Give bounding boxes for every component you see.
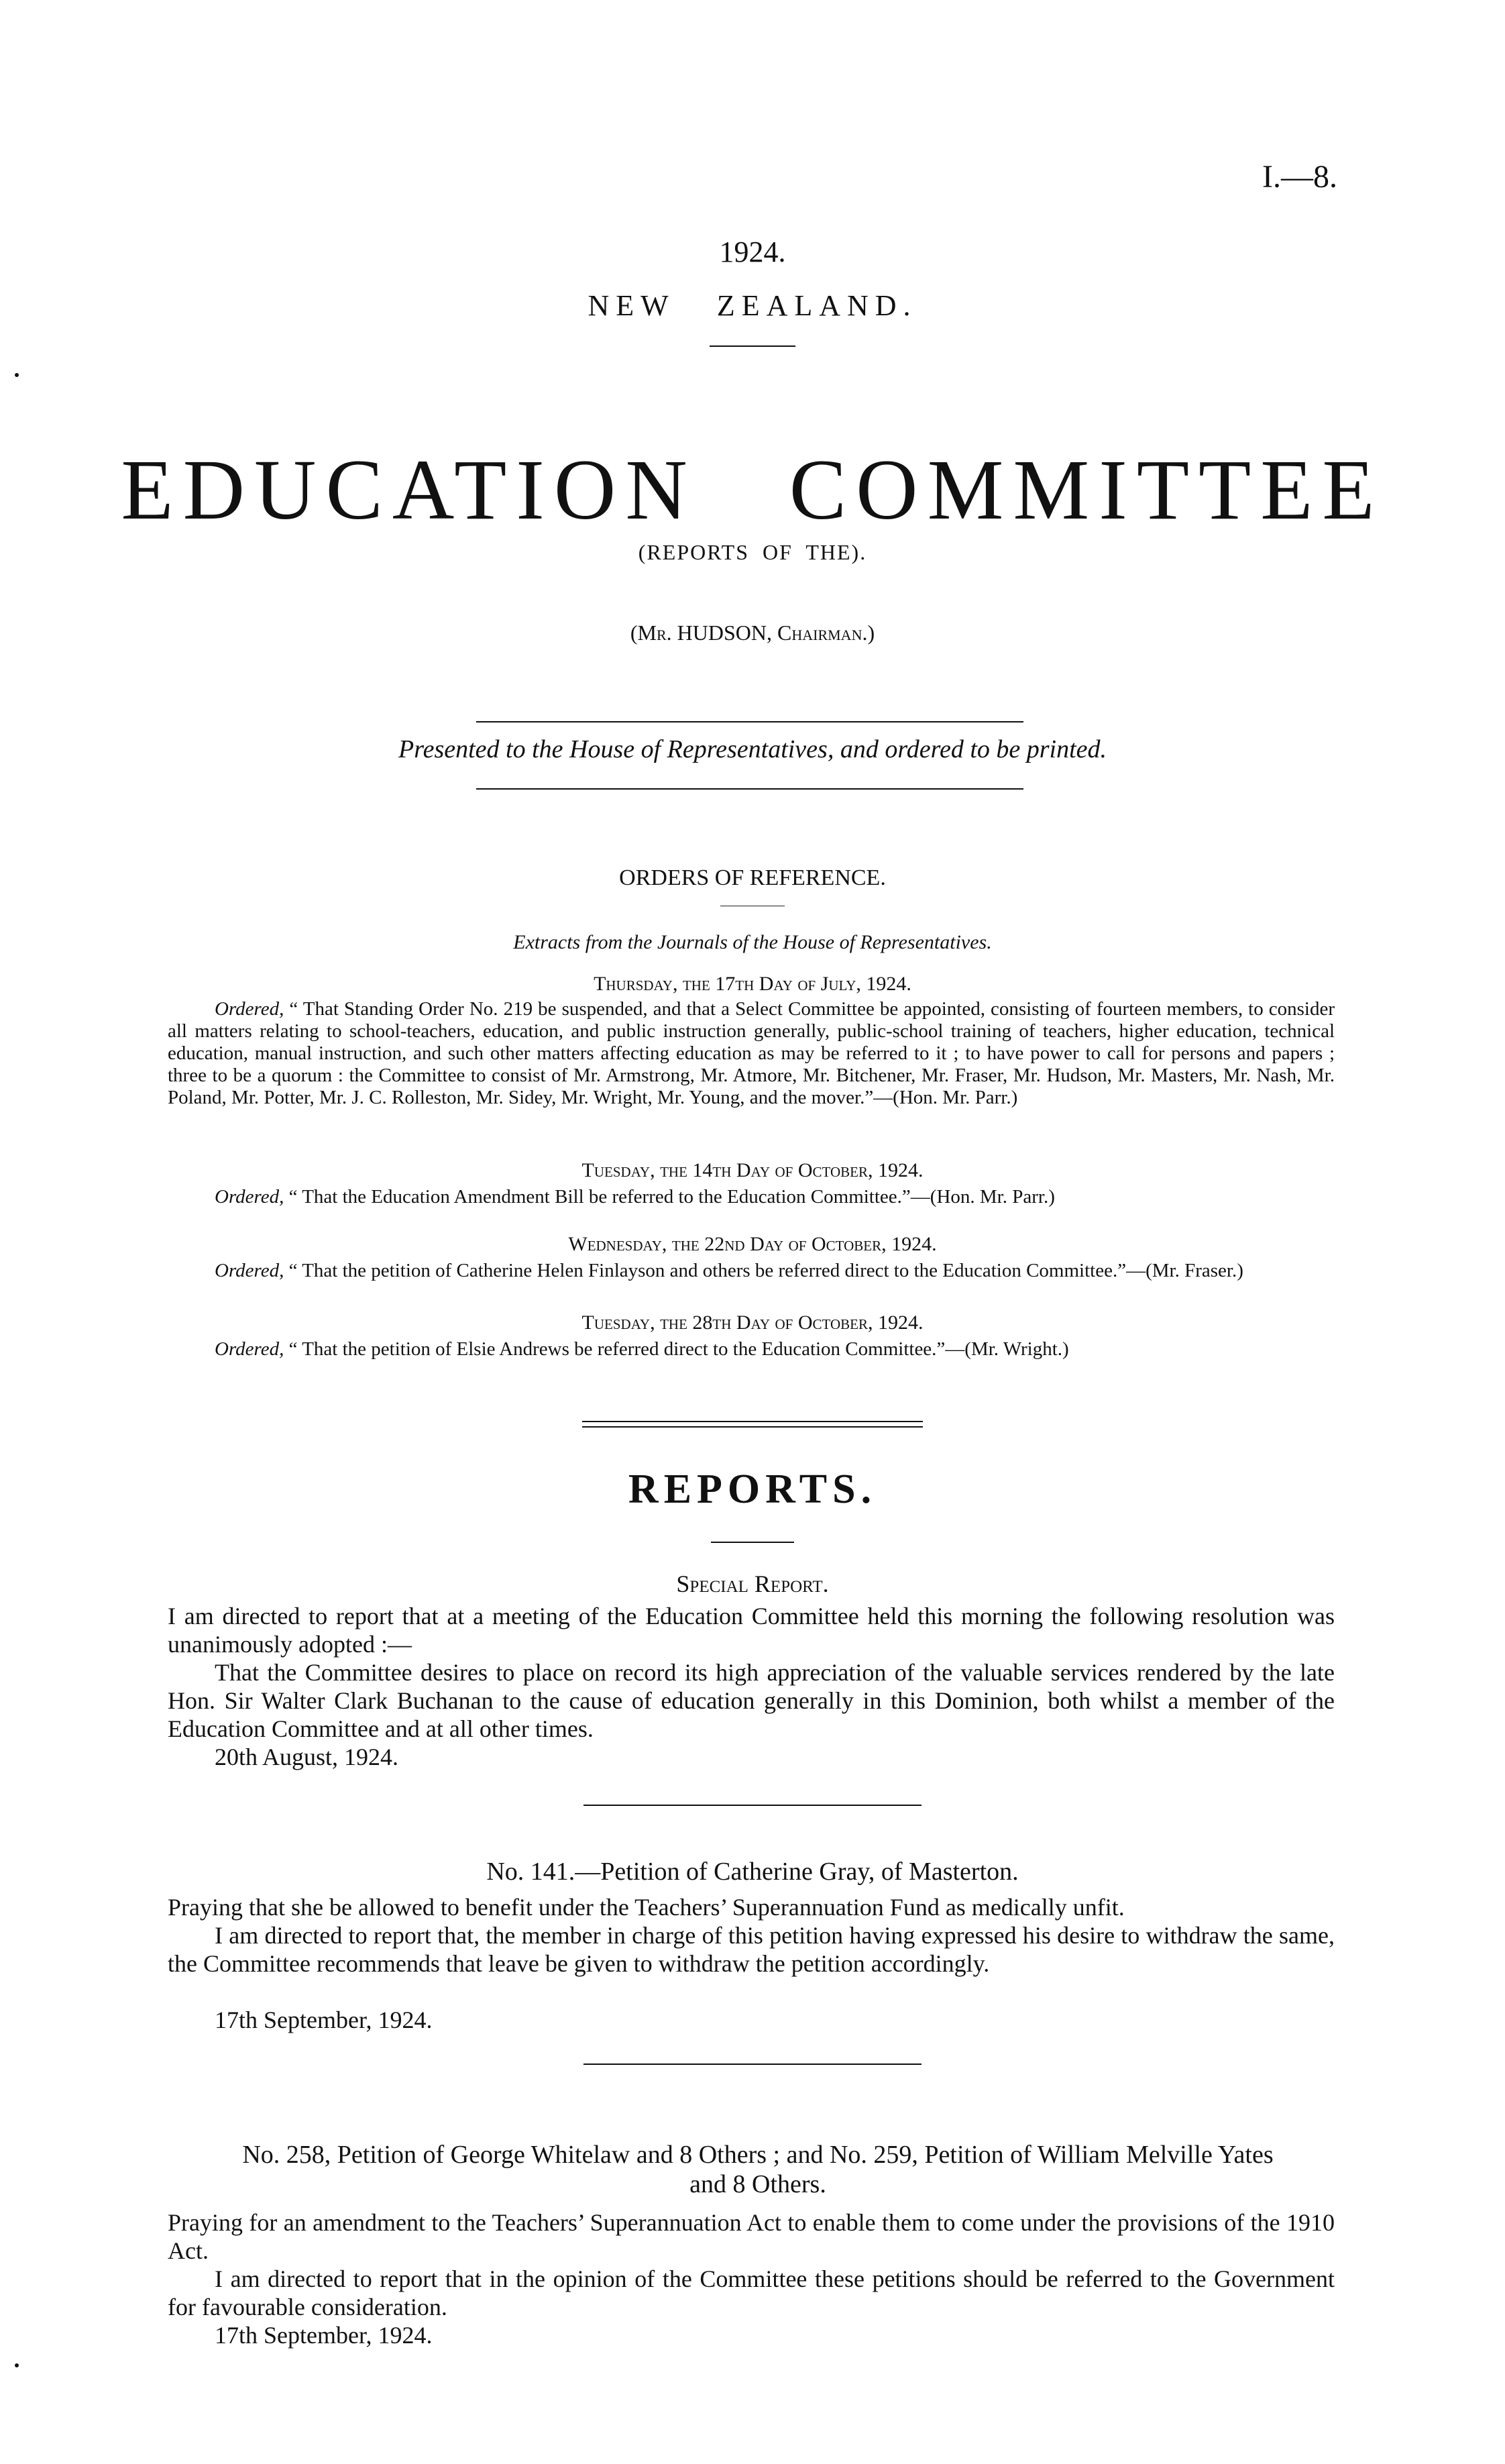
order-date: Wednesday, the 22nd Day of October, 1924. [568, 1233, 937, 1255]
margin-mark-bottom [15, 2363, 19, 2367]
year: 1924. [719, 235, 786, 268]
order-date: Tuesday, the 14th Day of October, 1924. [581, 1159, 924, 1181]
petition-141-report: I am directed to report that, the member in charge of this petition having expressed his desire to withdraw the same, the Committee recommends that leave be given to withdraw the petition accordingly. [168, 1922, 1335, 1977]
order-date: Thursday, the 17th Day of July, 1924. [594, 973, 911, 995]
special-report-resolution: That the Committee desires to place on record its high appreciation of the valuable services rendered by the late Hon. Sir Walter Clark Buchanan to the cause of education generally in this Dominion, both whilst a member of the Education Committee and at all other times. [168, 1659, 1335, 1742]
divider [476, 721, 1023, 722]
order-body: “ That the petition of Elsie Andrews be referred direct to the Education Committee.”—(Mr. Wright.) [284, 1338, 1069, 1360]
divider [710, 345, 795, 347]
double-divider [582, 1426, 923, 1428]
margin-mark [15, 373, 19, 377]
petition-258-report: I am directed to report that in the opinion of the Committee these petitions should be referred to the Government for favourable consideration. [168, 2265, 1335, 2320]
country-name: NEW ZEALAND. [588, 289, 917, 322]
report-date: 20th August, 1924. [215, 1744, 399, 1770]
presented-line: Presented to the House of Representatives, and ordered to be printed. [398, 735, 1107, 763]
petition-141-heading: No. 141.—Petition of Catherine Gray, of Masterton. [486, 1858, 1019, 1886]
orders-heading: ORDERS OF REFERENCE. [619, 865, 886, 890]
order-lead: Ordered, [215, 1260, 284, 1281]
divider [583, 2064, 922, 2065]
double-divider [582, 1421, 923, 1422]
order-lead: Ordered, [215, 1338, 284, 1360]
petition-258-prayer: Praying for an amendment to the Teachers’ Superannuation Act to enable them to come under the provisions of the 1910 Act. [168, 2209, 1335, 2264]
divider [711, 1542, 794, 1543]
chairman-line: (Mr. HUDSON, Chairman.) [630, 621, 875, 645]
reports-heading: REPORTS. [628, 1466, 877, 1512]
petition-141-prayer: Praying that she be allowed to benefit under the Teachers’ Superannuation Fund as medically unfit. [168, 1894, 1125, 1921]
document-subtitle: (REPORTS OF THE). [638, 540, 867, 564]
order-lead: Ordered, [215, 998, 284, 1020]
report-date: 17th September, 1924. [215, 2322, 433, 2349]
divider [583, 1805, 922, 1806]
report-date: 17th September, 1924. [215, 2006, 433, 2033]
document-title: EDUCATION COMMITTEE [121, 442, 1384, 537]
order-lead: Ordered, [215, 1186, 284, 1208]
order-text [168, 1338, 1335, 1360]
order-body: “ That the Education Amendment Bill be referred to the Education Committee.”—(Hon. Mr. Parr.) [284, 1186, 1055, 1208]
special-report-heading: Special Report. [676, 1570, 829, 1597]
order-text [168, 998, 1335, 1109]
divider [476, 788, 1023, 790]
order-text [168, 1260, 1335, 1282]
extracts-line: Extracts from the Journals of the House of Representatives. [513, 931, 992, 953]
order-text [168, 1186, 1335, 1208]
order-body: “ That the petition of Catherine Helen Finlayson and others be referred direct to the Education Committee.”—(Mr. Fraser.) [284, 1260, 1243, 1281]
order-date: Tuesday, the 28th Day of October, 1924. [581, 1311, 924, 1334]
order-body: “ That Standing Order No. 219 be suspended, and that a Select Committee be appointed, consisting of fourteen members, to consider all matters relating to school-teachers, education, and public instruction generally, public-school training of teachers, higher education, technical education, manual instruction, and such other matters affecting education as may be referred to it ; to have power to call for persons and papers ; three to be a quorum : the Committee to consist of Mr. Armstrong, Mr. Atmore, Mr. Bitchener, Mr. Fraser, Mr. Hudson, Mr. Masters, Mr. Nash, Mr. Poland, Mr. Potter, Mr. J. C. Rolleston, Mr. Sidey, Mr. Wright, Mr. Young, and the mover.”—(Hon. Mr. Parr.) [168, 998, 1335, 1108]
special-report-intro: I am directed to report that at a meeting of the Education Committee held this morning the following resolution was unanimously adopted :— [168, 1603, 1335, 1658]
document-id: I.—8. [1262, 159, 1337, 195]
petition-258-heading: No. 258, Petition of George Whitelaw and 8 Others ; and No. 259, Petition of William Melville Yates and 8 Others. [242, 2141, 1274, 2198]
